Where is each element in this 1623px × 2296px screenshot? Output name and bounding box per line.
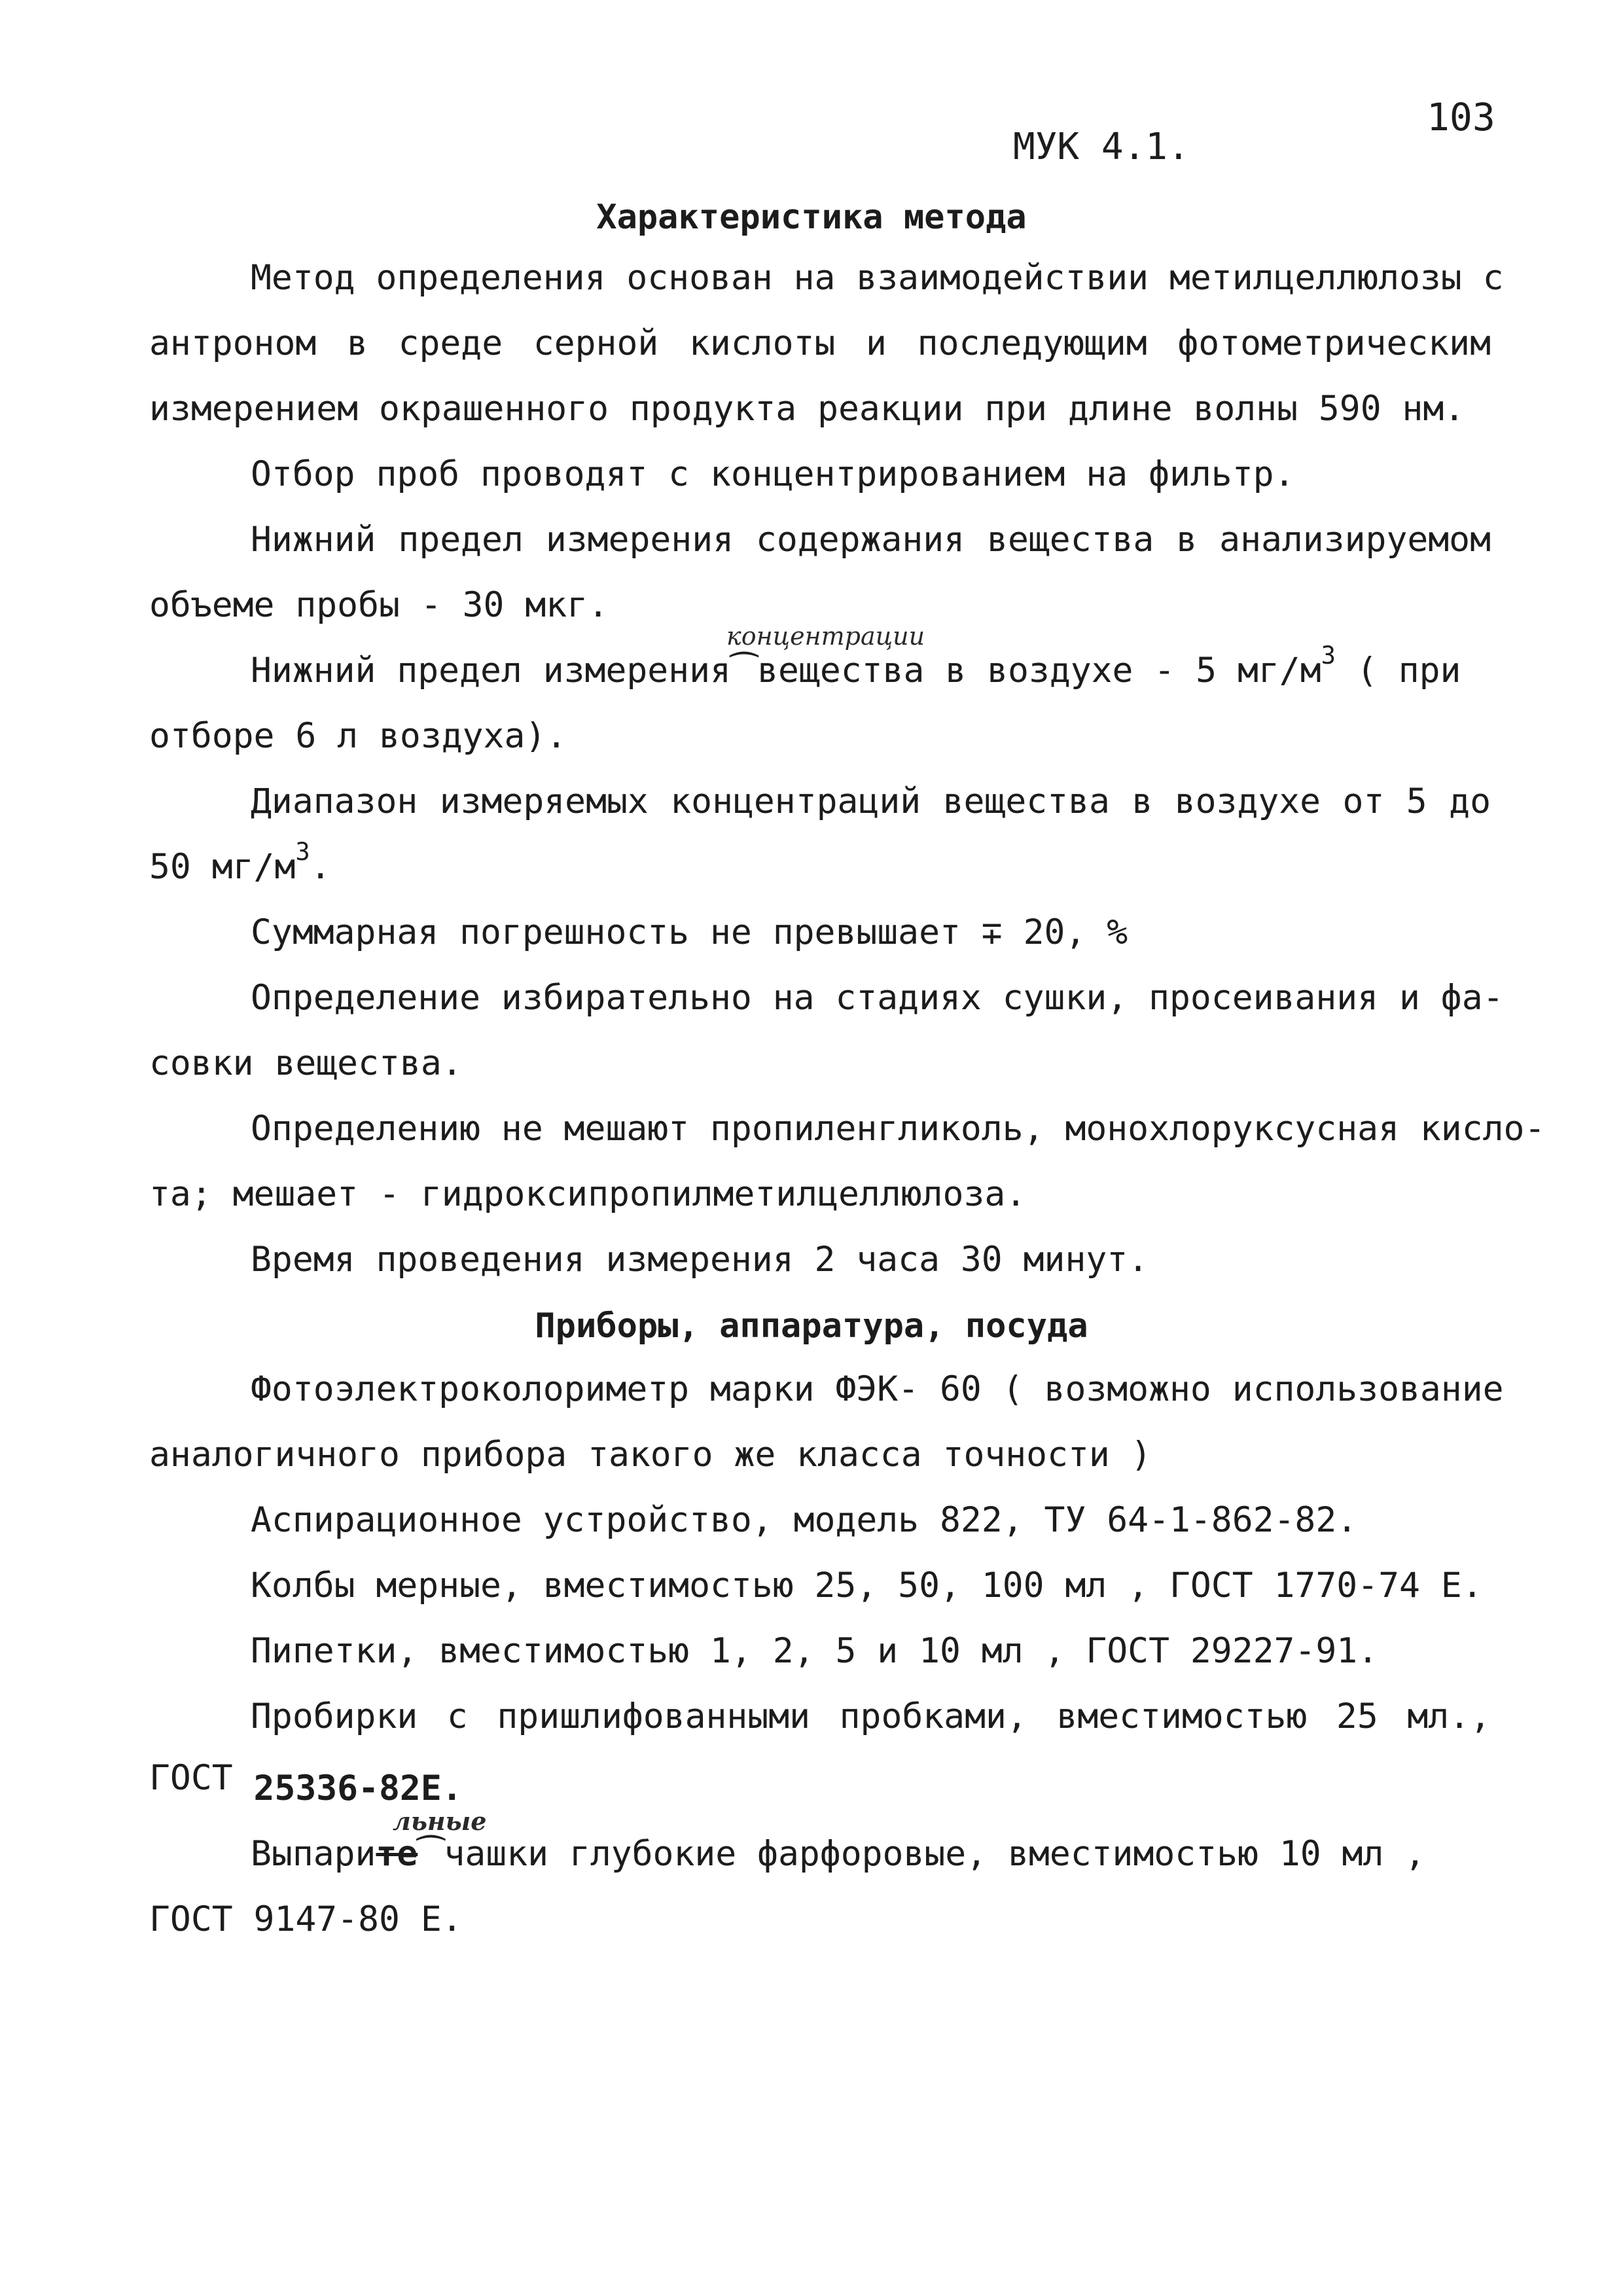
equipment-item-5-line-2 [149, 1758, 463, 1808]
cubic-superscript: 3 [1321, 641, 1336, 670]
equipment-item-5-line-1: Пробирки с пришлифованными пробками, вместимостью 25 мл., [251, 1696, 1491, 1736]
lower-limit-label: Нижний предел измерения [251, 651, 731, 691]
method-paragraph-3-line-2: объеме пробы - 30 мкг. [149, 585, 609, 625]
equipment-heading: Приборы, аппаратура, посуда [535, 1306, 1088, 1346]
gost-label: ГОСТ [149, 1758, 254, 1798]
method-paragraph-2: Отбор проб проводят с концентрированием на фильтр. [251, 454, 1295, 494]
cubic-superscript-2: 3 [295, 838, 310, 867]
range-upper-value: 50 мг/м [149, 847, 296, 887]
method-paragraph-1-line-3: измерением окрашенного продукта реакции при длине волны 590 нм. [149, 389, 1465, 429]
page-number: 103 [1427, 95, 1495, 139]
lower-limit-tail: ( при [1335, 651, 1461, 691]
handwritten-annotation-ending: льные [393, 1806, 487, 1836]
evaporating-dishes-description: чашки глубокие фарфоровые, вместимостью 10 мл , [444, 1834, 1426, 1874]
lower-limit-value: вещества в воздухе - 5 мг/м [757, 651, 1321, 691]
equipment-item-1-line-2: аналогичного прибора такого же класса точности ) [149, 1435, 1152, 1475]
equipment-item-1-line-1: Фотоэлектроколориметр марки ФЭК- 60 ( возможно использование [251, 1369, 1504, 1409]
document-code: МУК 4.1. [1013, 126, 1190, 168]
method-paragraph-5-line-2 [149, 838, 331, 887]
method-paragraph-5-line-1: Диапазон измеряемых концентраций вещества в воздухе от 5 до [251, 781, 1491, 821]
range-period: . [310, 847, 331, 887]
evaporating-word-start: Выпари [251, 1834, 376, 1874]
method-paragraph-8-line-1: Определению не мешают пропиленгликоль, монохлоруксусная кисло- [251, 1109, 1546, 1149]
method-heading: Характеристика метода [596, 198, 1027, 237]
insertion-caret-mark-2: ⁀ [418, 1835, 444, 1873]
method-paragraph-7-line-2: совки вещества. [149, 1043, 463, 1083]
equipment-item-2: Аспирационное устройство, модель 822, ТУ 64-1-862-82. [251, 1500, 1358, 1540]
equipment-item-3: Колбы мерные, вместимостью 25, 50, 100 мл , ГОСТ 1770-74 Е. [251, 1566, 1483, 1605]
method-paragraph-4-line-1 [251, 641, 1461, 691]
method-paragraph-4-line-2: отборе 6 л воздуха). [149, 716, 567, 756]
handwritten-annotation-concentration: концентрации [726, 622, 925, 651]
method-paragraph-8-line-2: та; мешает - гидроксипропилметилцеллюлоза. [149, 1174, 1027, 1214]
equipment-item-6-line-2: ГОСТ 9147-80 Е. [149, 1899, 463, 1939]
gost-number-handwritten-bold: 25336-82Е. [253, 1768, 463, 1808]
method-paragraph-6: Суммарная погрешность не превышает ∓ 20, % [251, 912, 1128, 952]
method-paragraph-9: Время проведения измерения 2 часа 30 минут. [251, 1240, 1149, 1280]
insertion-caret-mark: ⁀ [730, 652, 758, 690]
method-paragraph-1-line-1: Метод определения основан на взаимодействии метилцеллюлозы с [251, 258, 1504, 298]
equipment-item-4: Пипетки, вместимостью 1, 2, 5 и 10 мл , ГОСТ 29227-91. [251, 1631, 1379, 1671]
equipment-item-6-line-1 [251, 1834, 1426, 1874]
method-paragraph-3-line-1: Нижний предел измерения содержания вещества в анализируемом [251, 520, 1491, 560]
method-paragraph-7-line-1: Определение избирательно на стадиях сушки, просеивания и фа- [251, 978, 1504, 1018]
method-paragraph-1-line-2: антроном в среде серной кислоты и последующим фотометрическим [149, 323, 1491, 363]
struck-ending: те [376, 1834, 418, 1874]
